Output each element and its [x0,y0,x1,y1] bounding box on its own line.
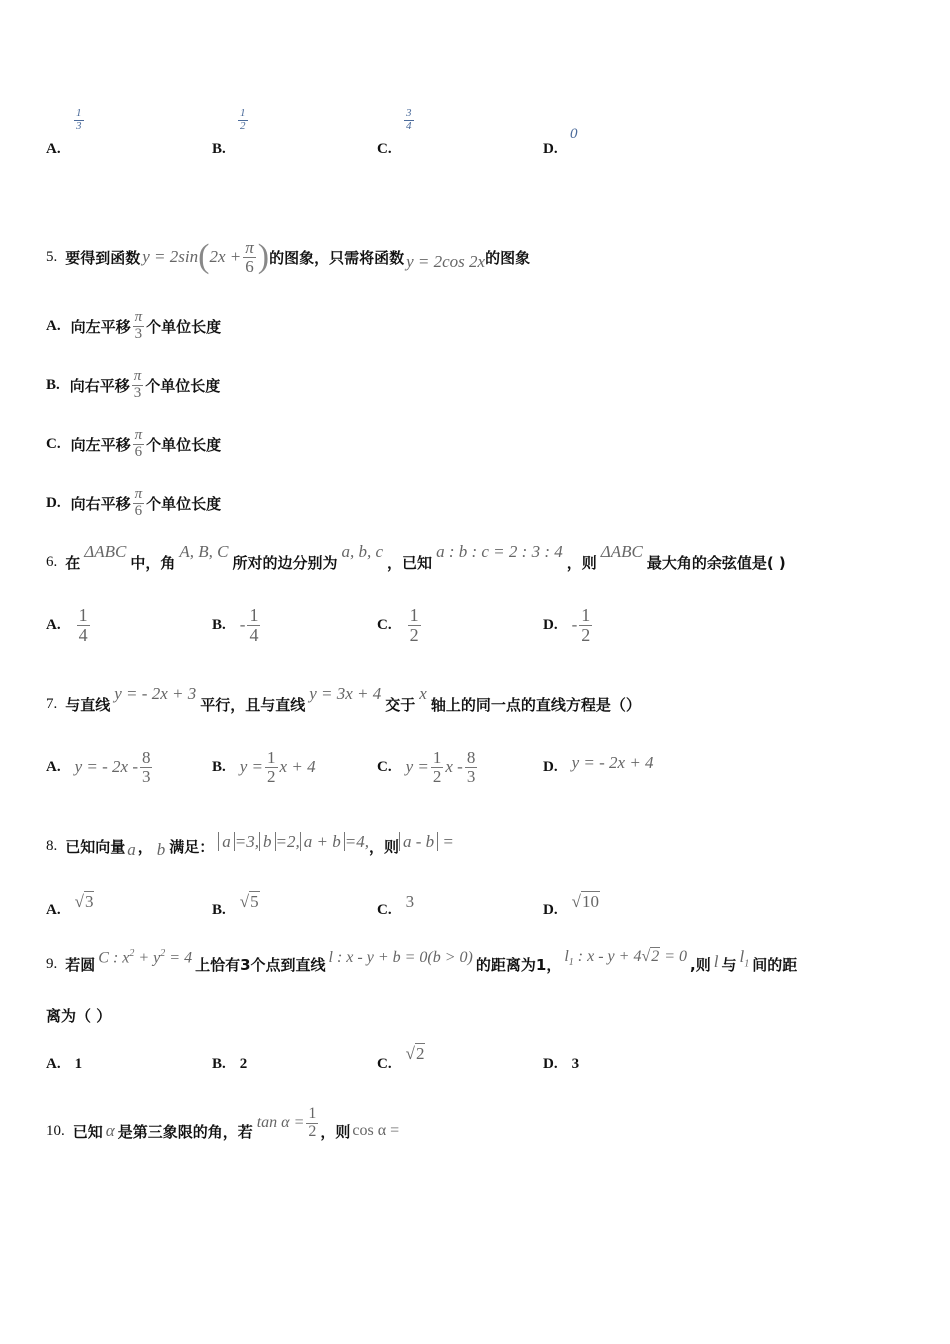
q9-option-c[interactable]: C. √2 [377,1044,425,1072]
question-number: 7. [46,695,58,712]
q5-option-a[interactable]: A. 向左平移 $\frac{\pi}{3}$ 个单位长度 [46,308,222,342]
q4-option-b-value: $\frac{1}{2}$ [240,107,246,132]
q6-option-b[interactable]: B. - $\frac{1}{4}$ [212,604,259,645]
q4-option-c-value: $\frac{3}{4}$ [406,107,412,132]
q5-option-d[interactable]: D. 向右平移 $\frac{\pi}{6}$ 个单位长度 [46,485,222,519]
q7-stem: 7. 与直线 y = - 2x + 3 平行，且与直线 y = 3x + 4 交于 x 轴上的同一点的直线方程是（） [46,684,641,714]
q9-option-a[interactable]: A. 1 [46,1055,83,1072]
q6-option-c[interactable]: C. $\frac{1}{2}$ [377,604,419,645]
q5-function-1: y = 2sin [142,247,199,266]
question-number: 8. [46,837,58,854]
q5-option-b[interactable]: B. 向右平移 $\frac{\pi}{3}$ 个单位长度 [46,367,221,401]
q7-option-d[interactable]: D. y = - 2x + 4 [543,753,654,775]
q4-option-a-label: A. [46,141,61,157]
q4-option-b-label: B. [212,141,226,157]
q5-function-2: y = 2cos 2x [406,252,486,271]
q4-option-a-value: $\frac{1}{3}$ [76,107,82,132]
q8-option-c[interactable]: C. 3 [377,892,415,918]
q9-option-d[interactable]: D. 3 [543,1055,580,1072]
q8-option-b[interactable]: B. √5 [212,892,259,918]
question-number: 10. [46,1122,65,1139]
q7-option-b[interactable]: B. y = $\frac{1}{2}$ x + 4 [212,747,316,786]
q9-stem-line2: 离为（ ） [46,1007,112,1025]
q5-option-c[interactable]: C. 向左平移 $\frac{\pi}{6}$ 个单位长度 [46,426,222,460]
q5-stem: 5. 要得到函数 y = 2sin ( 2x + $\frac{\pi}{6}$ ) 的图象，只需将函数 y = 2cos 2x 的图象 [46,237,531,276]
q8-option-a[interactable]: A. √3 [46,892,94,918]
q9-stem-line1: 9. 若圆 C : $x^2 + y^2 = 4$ 上恰有3个点到直线 l : x - y + b = 0(b > 0) 的距离为1， $l_1$ : x - y + 4√2 = 0 ,则 l 与 $l_1$ 间的距 [46,946,798,974]
q8-option-d[interactable]: D. √10 [543,892,599,918]
q9-option-b[interactable]: B. 2 [212,1055,248,1072]
q4-option-d-label: D. [543,141,558,157]
q4-option-c-label: C. [377,141,392,157]
q8-stem: 8. 已知向量 a ， b 满足： a =3, b =2, a + b =4, ，则 a - b = [46,832,454,859]
question-number: 5. [46,248,58,265]
q6-option-a[interactable]: A. $\frac{1}{4}$ [46,604,88,645]
q10-stem: 10. 已知 α 是第三象限的角，若 tan α = $\frac{1}{2}$ ，则 cos α = [46,1104,400,1141]
q6-stem: 6. 在 ΔABC 中，角 A, B, C 所对的边分别为 a, b, c ，已知 a : b : c = 2 : 3 : 4 ，则 ΔABC 最大角的余弦值是( ) [46,542,786,572]
question-number: 6. [46,553,58,570]
q7-option-a[interactable]: A. y = - 2x - $\frac{8}{3}$ [46,747,151,786]
q7-option-c[interactable]: C. y = $\frac{1}{2}$ x - $\frac{8}{3}$ [377,747,476,786]
question-number: 9. [46,955,58,972]
q4-option-d-value: 0 [570,126,578,142]
q6-option-d[interactable]: D. - $\frac{1}{2}$ [543,604,591,645]
